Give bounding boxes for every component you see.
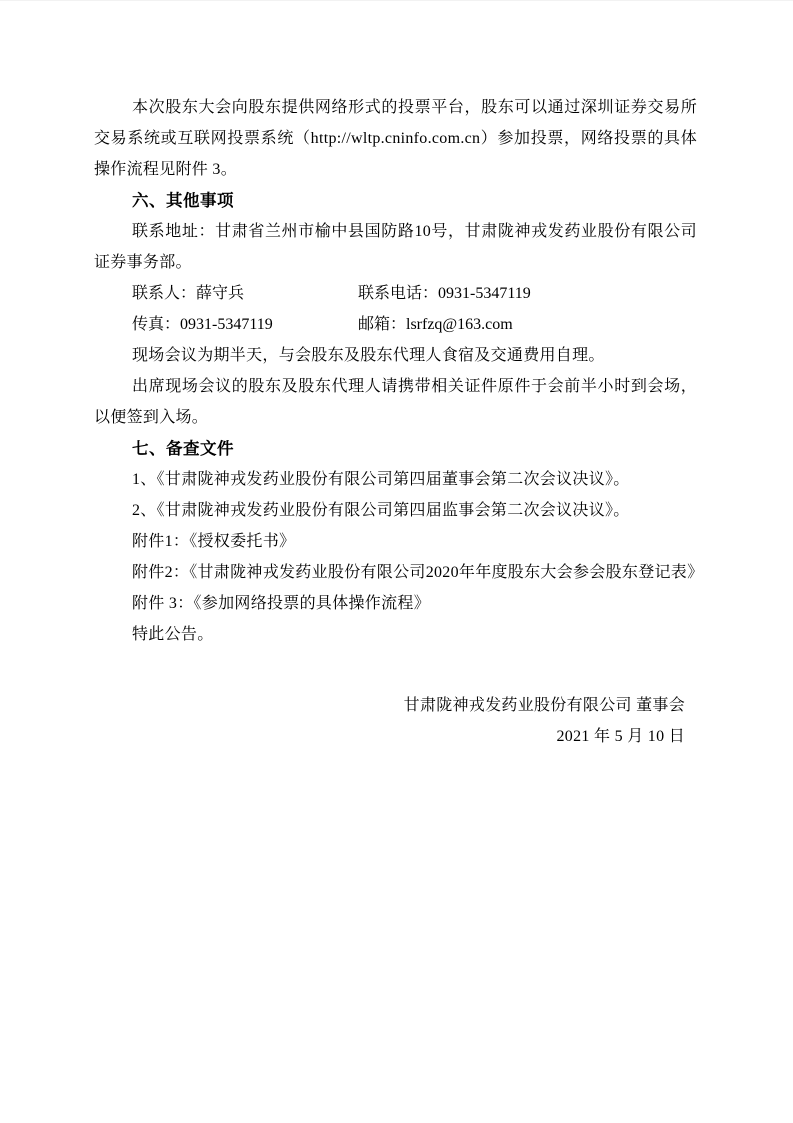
document-list-item: 附件2：《甘肃陇神戎发药业股份有限公司2020年年度股东大会参会股东登记表》	[132, 564, 704, 581]
section-other-heading: 六、其他事项	[132, 191, 234, 210]
signature-date: 2021 年 5 月 10 日	[556, 728, 685, 745]
document-page	[0, 1, 793, 1123]
closing-statement: 特此公告。	[132, 626, 214, 643]
contact-person: 联系人：薛守兵	[132, 285, 245, 302]
email-address: 邮箱：lsrfzq@163.com	[358, 316, 513, 333]
document-list-item: 附件 3：《参加网络投票的具体操作流程》	[132, 595, 431, 612]
document-list-item: 附件1：《授权委托书》	[132, 533, 296, 550]
contact-row-2	[132, 309, 697, 340]
intro-paragraph: 本次股东大会向股东提供网络形式的投票平台，股东可以通过深圳证券交易所交易系统或互联网投票系统（http://wltp.cninfo.com.cn）参加投票，网络投票的具体操作流程见附件 3。	[94, 99, 697, 178]
document-list-item: 1、《甘肃陇神戎发药业股份有限公司第四届董事会第二次会议决议》。	[132, 471, 630, 488]
attendance-note: 出席现场会议的股东及股东代理人请携带相关证件原件于会前半小时到会场，以便签到入场。	[94, 378, 697, 426]
contact-phone: 联系电话：0931-5347119	[358, 285, 531, 302]
signature-company: 甘肃陇神戎发药业股份有限公司 董事会	[403, 697, 685, 714]
document-list-item: 2、《甘肃陇神戎发药业股份有限公司第四届监事会第二次会议决议》。	[132, 502, 630, 519]
contact-address: 联系地址：甘肃省兰州市榆中县国防路10号，甘肃陇神戎发药业股份有限公司证券事务部。	[94, 223, 697, 271]
section-documents-heading: 七、备查文件	[132, 439, 234, 458]
signature-block	[94, 690, 697, 752]
contact-row-1	[132, 278, 697, 309]
onsite-meeting-note: 现场会议为期半天，与会股东及股东代理人食宿及交通费用自理。	[132, 347, 605, 364]
fax-number: 传真：0931-5347119	[132, 316, 273, 333]
